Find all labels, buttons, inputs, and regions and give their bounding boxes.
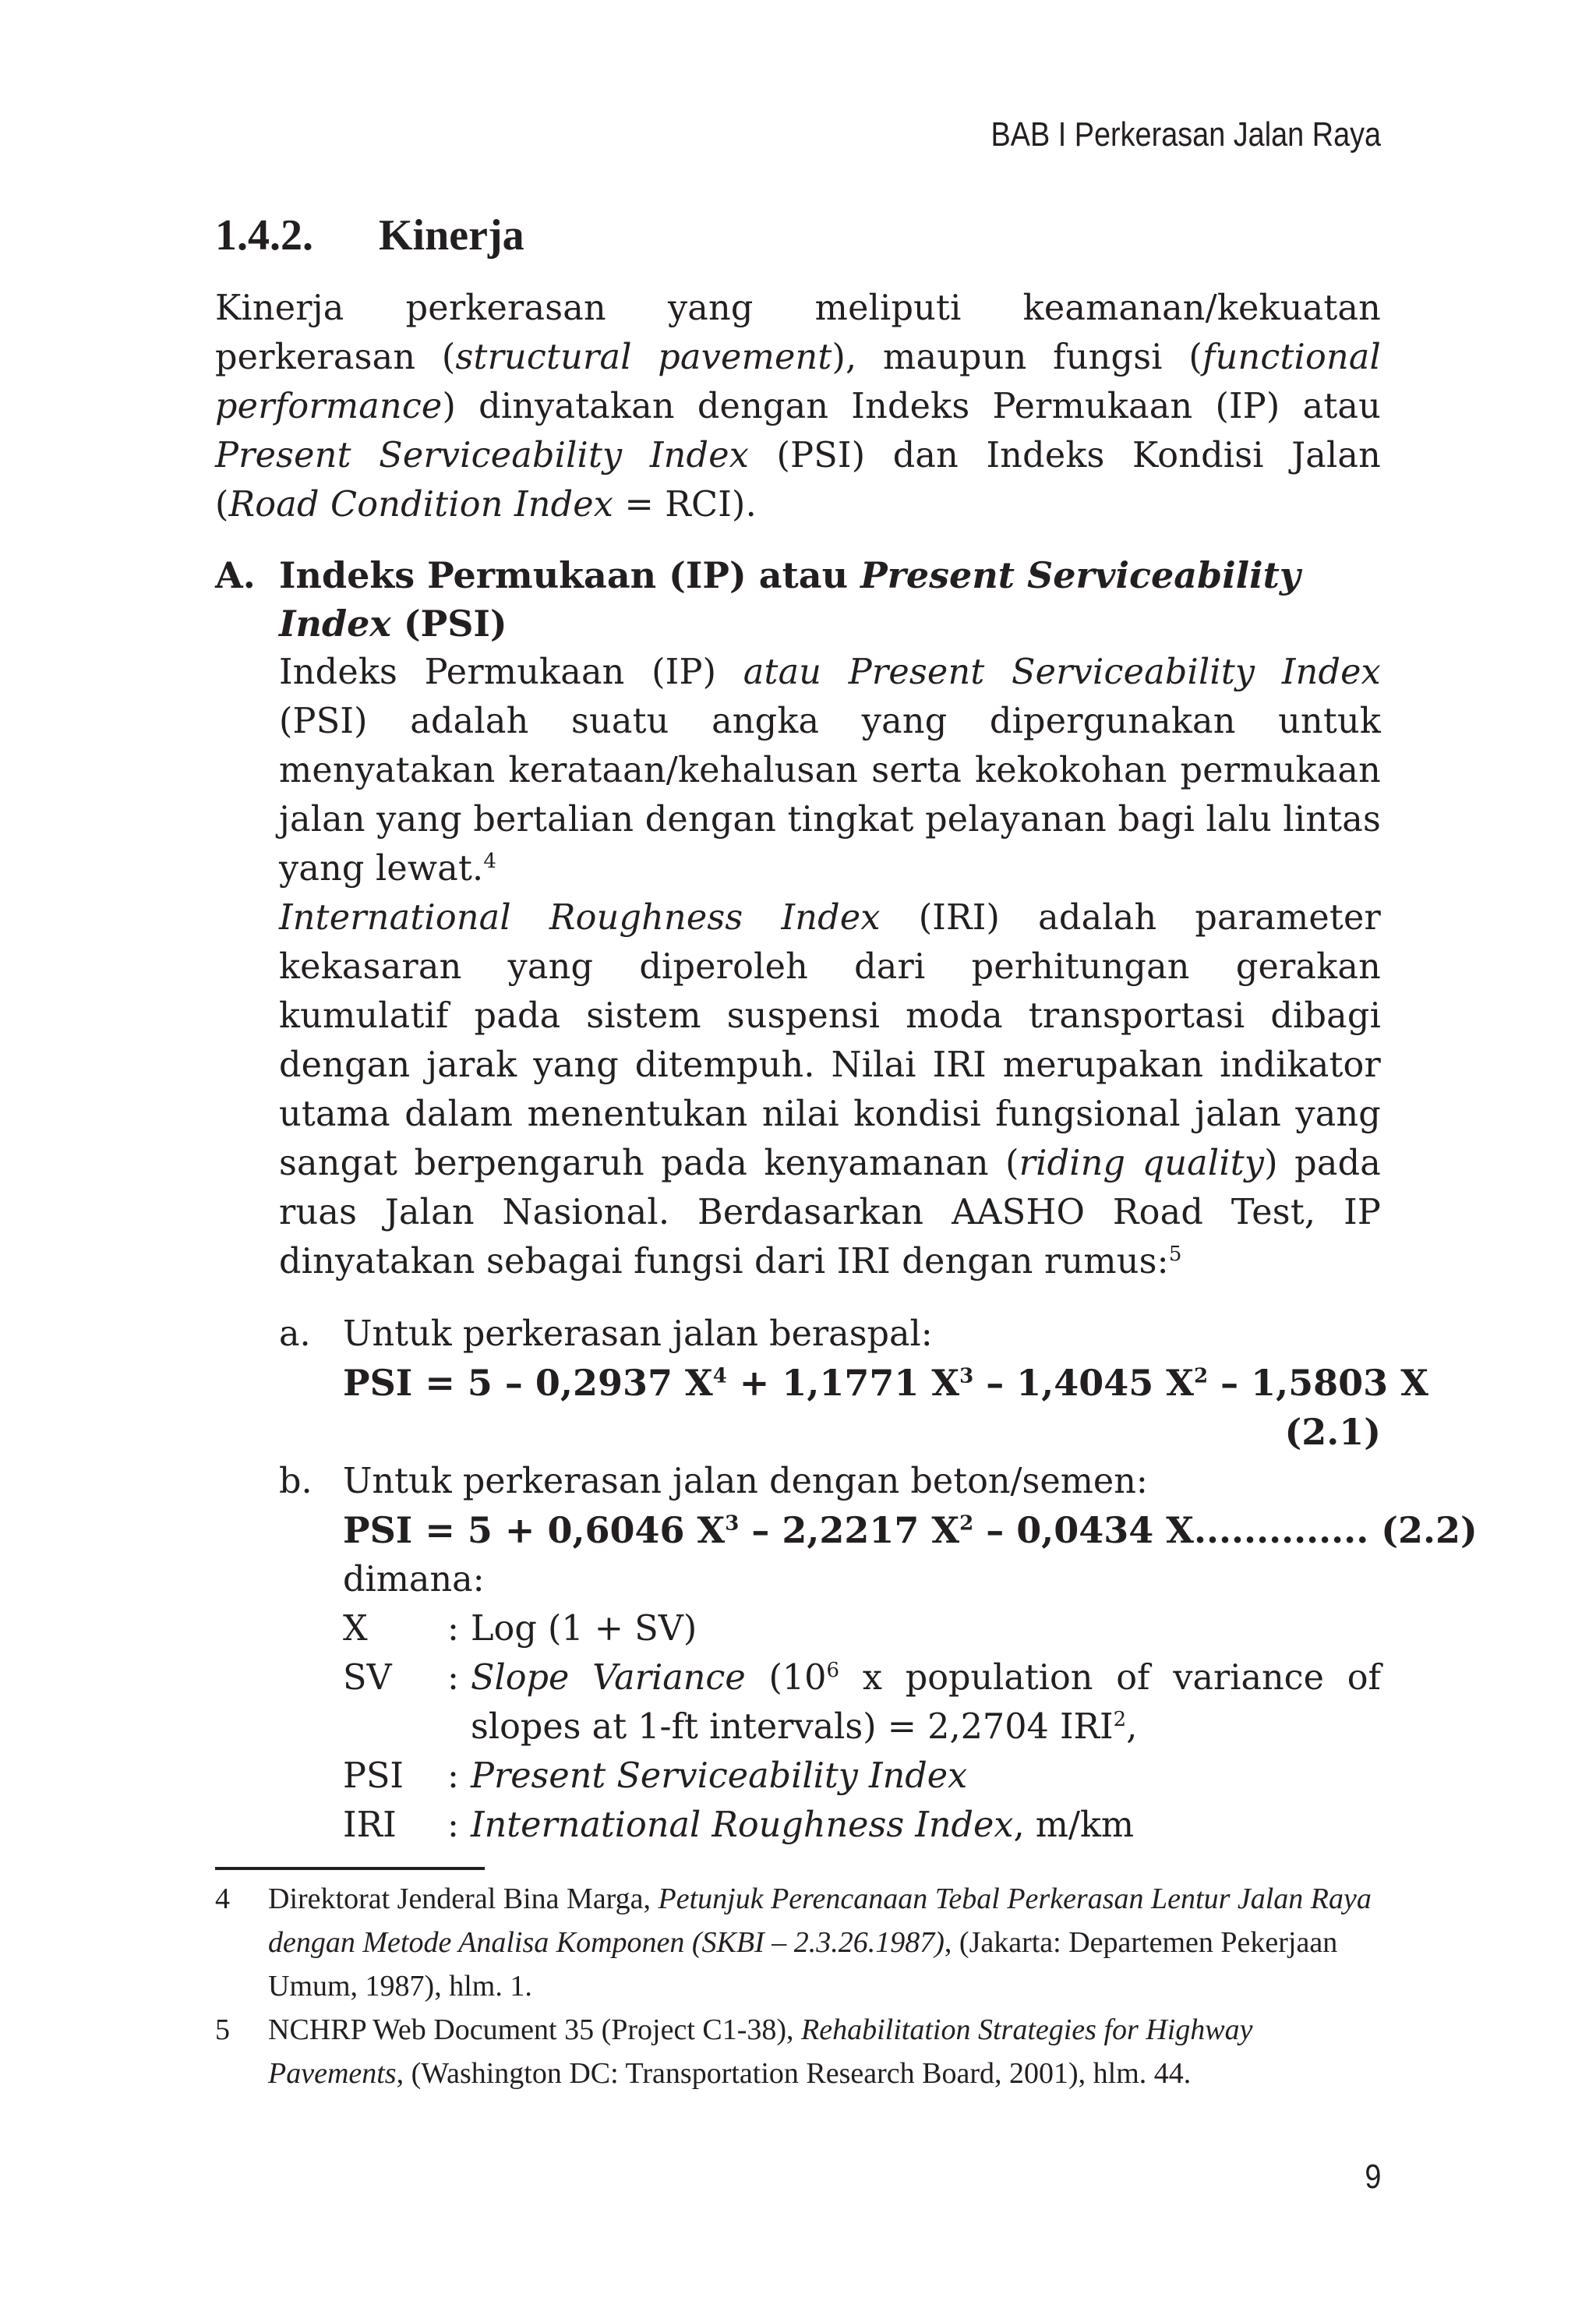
definition-symbol: SV — [343, 1658, 392, 1698]
footnote-number: 5 — [215, 2013, 230, 2046]
text-run: Indeks Permukaan (IP) — [279, 652, 743, 692]
item-label: Untuk perkerasan jalan dengan beton/semen: — [343, 1462, 1148, 1501]
page-content — [215, 204, 1478, 1850]
text-run: – 2,2217 X — [739, 1509, 960, 1551]
subsection-a — [215, 551, 1478, 1850]
definition-colon: : — [447, 1609, 459, 1649]
text-run: (IRI) adalah parameter kekasaran yang diperoleh dari perhitungan gerakan kumulatif pada sistem suspensi moda transportasi dibagi dengan jarak yang ditempuh. Nilai IRI merupakan indikator utama dalam menentukan nilai kondisi fungsional jalan yang sangat berpengaruh pada kenyamanan ( — [279, 898, 1382, 1183]
text-run: PSI = 5 + 0,6046 X — [343, 1509, 726, 1551]
footnote-number: 4 — [215, 1882, 230, 1915]
definition-text — [471, 1604, 1381, 1653]
text-run: Kinerja perkerasan yang meliputi keamanan/kekuatan perkerasan ( — [215, 288, 1381, 377]
text-run: NCHRP Web Document 35 (Project C1-38), — [268, 2013, 802, 2046]
text-run: , (Jakarta: Departemen Pekerjaan Umum, 1987), hlm. 1. — [268, 1926, 1338, 2003]
italic-text: International Roughness Index — [279, 898, 881, 938]
italic-text: Present Serviceability Index — [471, 1756, 968, 1796]
text-run: – 0,0434 X.............. (2.2) — [973, 1509, 1478, 1551]
definition-row — [343, 1801, 1381, 1850]
italic-text: structural pavement — [455, 338, 832, 377]
section-title: Kinerja — [379, 211, 524, 260]
formula-concrete — [343, 1506, 1478, 1555]
definition-symbol: X — [343, 1609, 368, 1649]
superscript: 3 — [959, 1364, 974, 1388]
definition-symbol: PSI — [343, 1756, 404, 1796]
intro-paragraph — [215, 284, 1381, 529]
superscript: 2 — [959, 1511, 974, 1536]
formula-asphalt — [343, 1359, 1428, 1408]
text-run: Direktorat Jenderal Bina Marga, — [268, 1882, 659, 1915]
definition-row — [343, 1604, 1381, 1653]
definition-colon: : — [447, 1805, 459, 1845]
text-run: , (Washington DC: Transportation Research Board, 2001), hlm. 44. — [396, 2057, 1192, 2090]
text-run: – 1,4045 X — [973, 1362, 1195, 1404]
footnote — [215, 1877, 1381, 2008]
definition-colon: : — [447, 1658, 459, 1698]
subsection-letter: A. — [215, 554, 256, 596]
superscript: 4 — [483, 850, 497, 874]
italic-text: Rehabilitation Strategies for Highway Pavements — [268, 2013, 1253, 2090]
footnote-text — [268, 2013, 1253, 2090]
text-run: ), maupun fungsi ( — [832, 338, 1202, 377]
text-run: (PSI) adalah suatu angka yang dipergunakan untuk menyatakan kerataan/kehalusan serta kekokohan permukaan jalan yang bertalian dengan tingkat pelayanan bagi lalu lintas yang lewat. — [279, 702, 1381, 889]
definition-symbol: IRI — [343, 1805, 397, 1845]
page-number: 9 — [1364, 2158, 1381, 2196]
definition-text — [471, 1653, 1381, 1752]
italic-text: Road Condition Index — [228, 485, 614, 525]
italic-text: Petunjuk Perencanaan Tebal Perkerasan Lentur Jalan Raya dengan Metode Analisa Komponen (SKBI – 2.3.26.1987) — [268, 1882, 1372, 1959]
italic-text: Present Serviceability Index — [279, 554, 1301, 645]
formula-list — [279, 1310, 1478, 1850]
text-run: Log (1 + SV) — [471, 1609, 697, 1649]
footnote-separator — [215, 1867, 485, 1870]
definition-text — [471, 1752, 1381, 1801]
text-run: ) pada ruas Jalan Nasional. Berdasarkan AASHO Road Test, IP dinyatakan sebagai fungsi dari IRI dengan rumus: — [279, 1144, 1381, 1281]
superscript: 6 — [826, 1659, 840, 1683]
text-run: (10 — [745, 1658, 827, 1698]
text-run: = RCI). — [613, 485, 757, 525]
text-run: x population of variance of slopes at 1-ft intervals) = 2,2704 IRI — [471, 1658, 1381, 1747]
definition-row — [343, 1752, 1381, 1801]
text-run: PSI = 5 – 0,2937 X — [343, 1362, 713, 1404]
section-heading — [215, 204, 1381, 267]
footnote-text — [268, 1882, 1372, 2003]
superscript: 2 — [1194, 1364, 1209, 1388]
italic-text: functional performance — [215, 338, 1381, 426]
text-run: , — [1126, 1707, 1138, 1747]
text-run: Indeks Permukaan (IP) atau — [279, 554, 861, 596]
formula-item-a — [279, 1310, 1428, 1457]
footnotes — [215, 1877, 1381, 2095]
italic-text: Slope Variance — [471, 1658, 746, 1698]
italic-text: International Roughness Index — [471, 1805, 1014, 1845]
subsection-heading — [279, 551, 1381, 648]
section-number: 1.4.2. — [215, 211, 313, 260]
where-label: dimana: — [343, 1560, 485, 1600]
ip-definition-paragraph — [279, 648, 1381, 893]
text-run: + 1,1771 X — [726, 1362, 960, 1404]
superscript: 5 — [1168, 1243, 1182, 1267]
italic-text: riding quality — [1019, 1144, 1265, 1183]
text-run: – 1,5803 X — [1208, 1362, 1428, 1404]
superscript: 3 — [725, 1511, 740, 1536]
equation-number: (2.1) — [1284, 1411, 1381, 1453]
running-header: BAB I Perkerasan Jalan Raya — [990, 115, 1381, 154]
text-run: (PSI) dan Indeks Kondisi Jalan ( — [215, 436, 1381, 525]
iri-definition-paragraph — [279, 893, 1381, 1286]
definition-text — [471, 1801, 1381, 1850]
italic-text: Present Serviceability Index — [215, 436, 750, 475]
item-label: Untuk perkerasan jalan beraspal: — [343, 1314, 933, 1354]
text-run: (PSI) — [390, 603, 507, 645]
superscript: 2 — [1113, 1708, 1127, 1732]
text-run: ) dinyatakan dengan Indeks Permukaan (IP) atau — [442, 387, 1381, 426]
superscript: 4 — [712, 1364, 727, 1388]
definition-colon: : — [447, 1756, 459, 1796]
footnote — [215, 2008, 1381, 2095]
item-letter: b. — [279, 1462, 312, 1501]
italic-text: atau Present Serviceability Index — [743, 652, 1381, 692]
item-letter: a. — [279, 1314, 311, 1354]
definition-row — [343, 1653, 1381, 1752]
text-run: , m/km — [1013, 1805, 1135, 1845]
variable-definitions — [343, 1604, 1381, 1850]
formula-item-b — [279, 1457, 1478, 1850]
